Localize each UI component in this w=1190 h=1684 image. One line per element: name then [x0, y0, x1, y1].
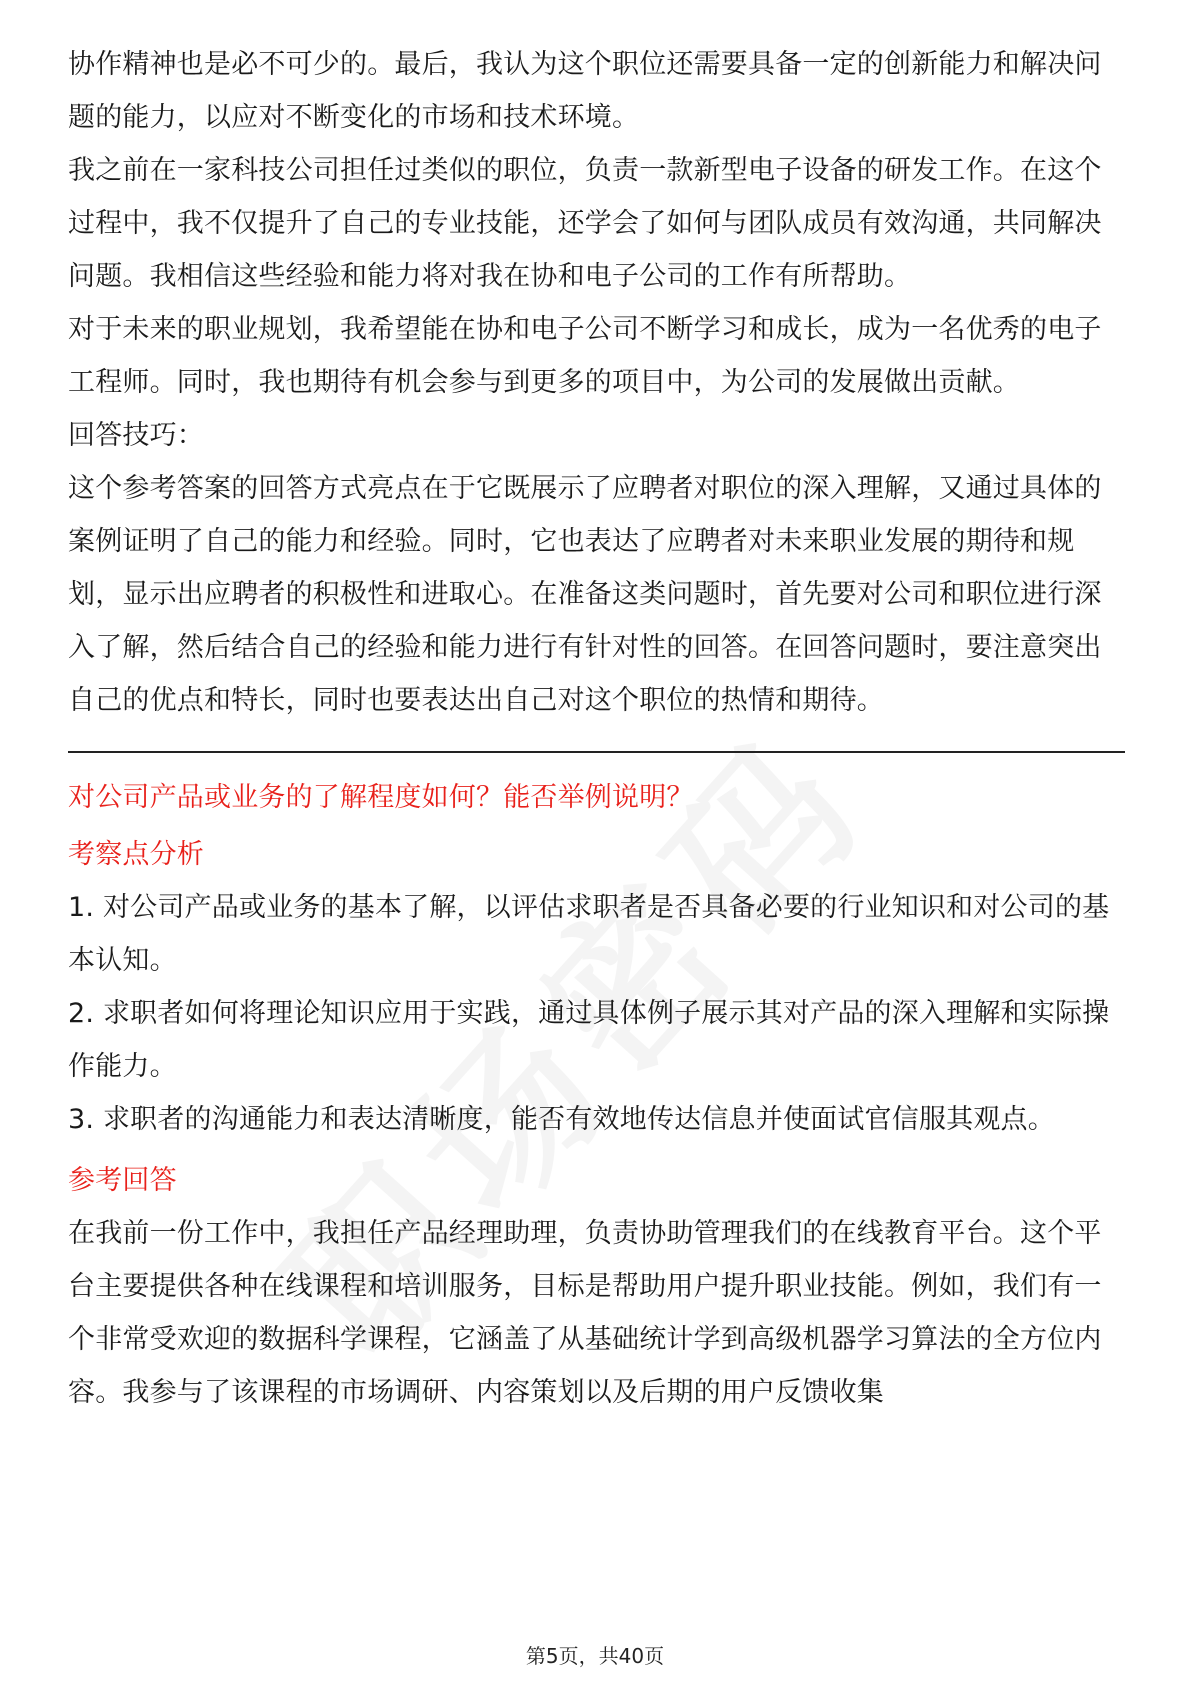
question-title: 对公司产品或业务的了解程度如何？能否举例说明？: [68, 782, 694, 813]
tips-label: 回答技巧：: [68, 420, 204, 451]
analysis-item-1: 1. 对公司产品或业务的基本了解，以评估求职者是否具备必要的行业知识和对公司的基本认知。: [68, 892, 1110, 976]
answer-heading: 参考回答: [68, 1165, 177, 1196]
tips-text: 这个参考答案的回答方式亮点在于它既展示了应聘者对职位的深入理解，又通过具体的案例证明了自己的能力和经验。同时，它也表达了应聘者对未来职业发展的期待和规划，显示出应聘者的积极性和进取心。在准备这类问题时，首先要对公司和职位进行深入了解，然后结合自己的经验和能力进行有针对性的回答。在回答问题时，要注意突出自己的优点和特长，同时也要表达出自己对这个职位的热情和期待。: [68, 473, 1102, 716]
intro-paragraph-3: 对于未来的职业规划，我希望能在协和电子公司不断学习和成长，成为一名优秀的电子工程师。同时，我也期待有机会参与到更多的项目中，为公司的发展做出贡献。: [68, 314, 1102, 398]
analysis-heading: 考察点分析: [68, 839, 204, 870]
intro-paragraph-1: 协作精神也是必不可少的。最后，我认为这个职位还需要具备一定的创新能力和解决问题的能力，以应对不断变化的市场和技术环境。: [68, 49, 1102, 133]
analysis-item-3: 3. 求职者的沟通能力和表达清晰度，能否有效地传达信息并使面试官信服其观点。: [68, 1104, 1055, 1135]
section-divider: [68, 751, 1125, 753]
page-footer: 第5页，共40页: [525, 1644, 665, 1668]
analysis-item-2: 2. 求职者如何将理论知识应用于实践，通过具体例子展示其对产品的深入理解和实际操作能力。: [68, 998, 1110, 1082]
page-content: [68, 38, 1128, 1419]
intro-paragraph-2: 我之前在一家科技公司担任过类似的职位，负责一款新型电子设备的研发工作。在这个过程中，我不仅提升了自己的专业技能，还学会了如何与团队成员有效沟通，共同解决问题。我相信这些经验和能力将对我在协和电子公司的工作有所帮助。: [68, 155, 1102, 292]
answer-text: 在我前一份工作中，我担任产品经理助理，负责协助管理我们的在线教育平台。这个平台主要提供各种在线课程和培训服务，目标是帮助用户提升职业技能。例如，我们有一个非常受欢迎的数据科学课程，它涵盖了从基础统计学到高级机器学习算法的全方位内容。我参与了该课程的市场调研、内容策划以及后期的用户反馈收集: [68, 1218, 1102, 1408]
